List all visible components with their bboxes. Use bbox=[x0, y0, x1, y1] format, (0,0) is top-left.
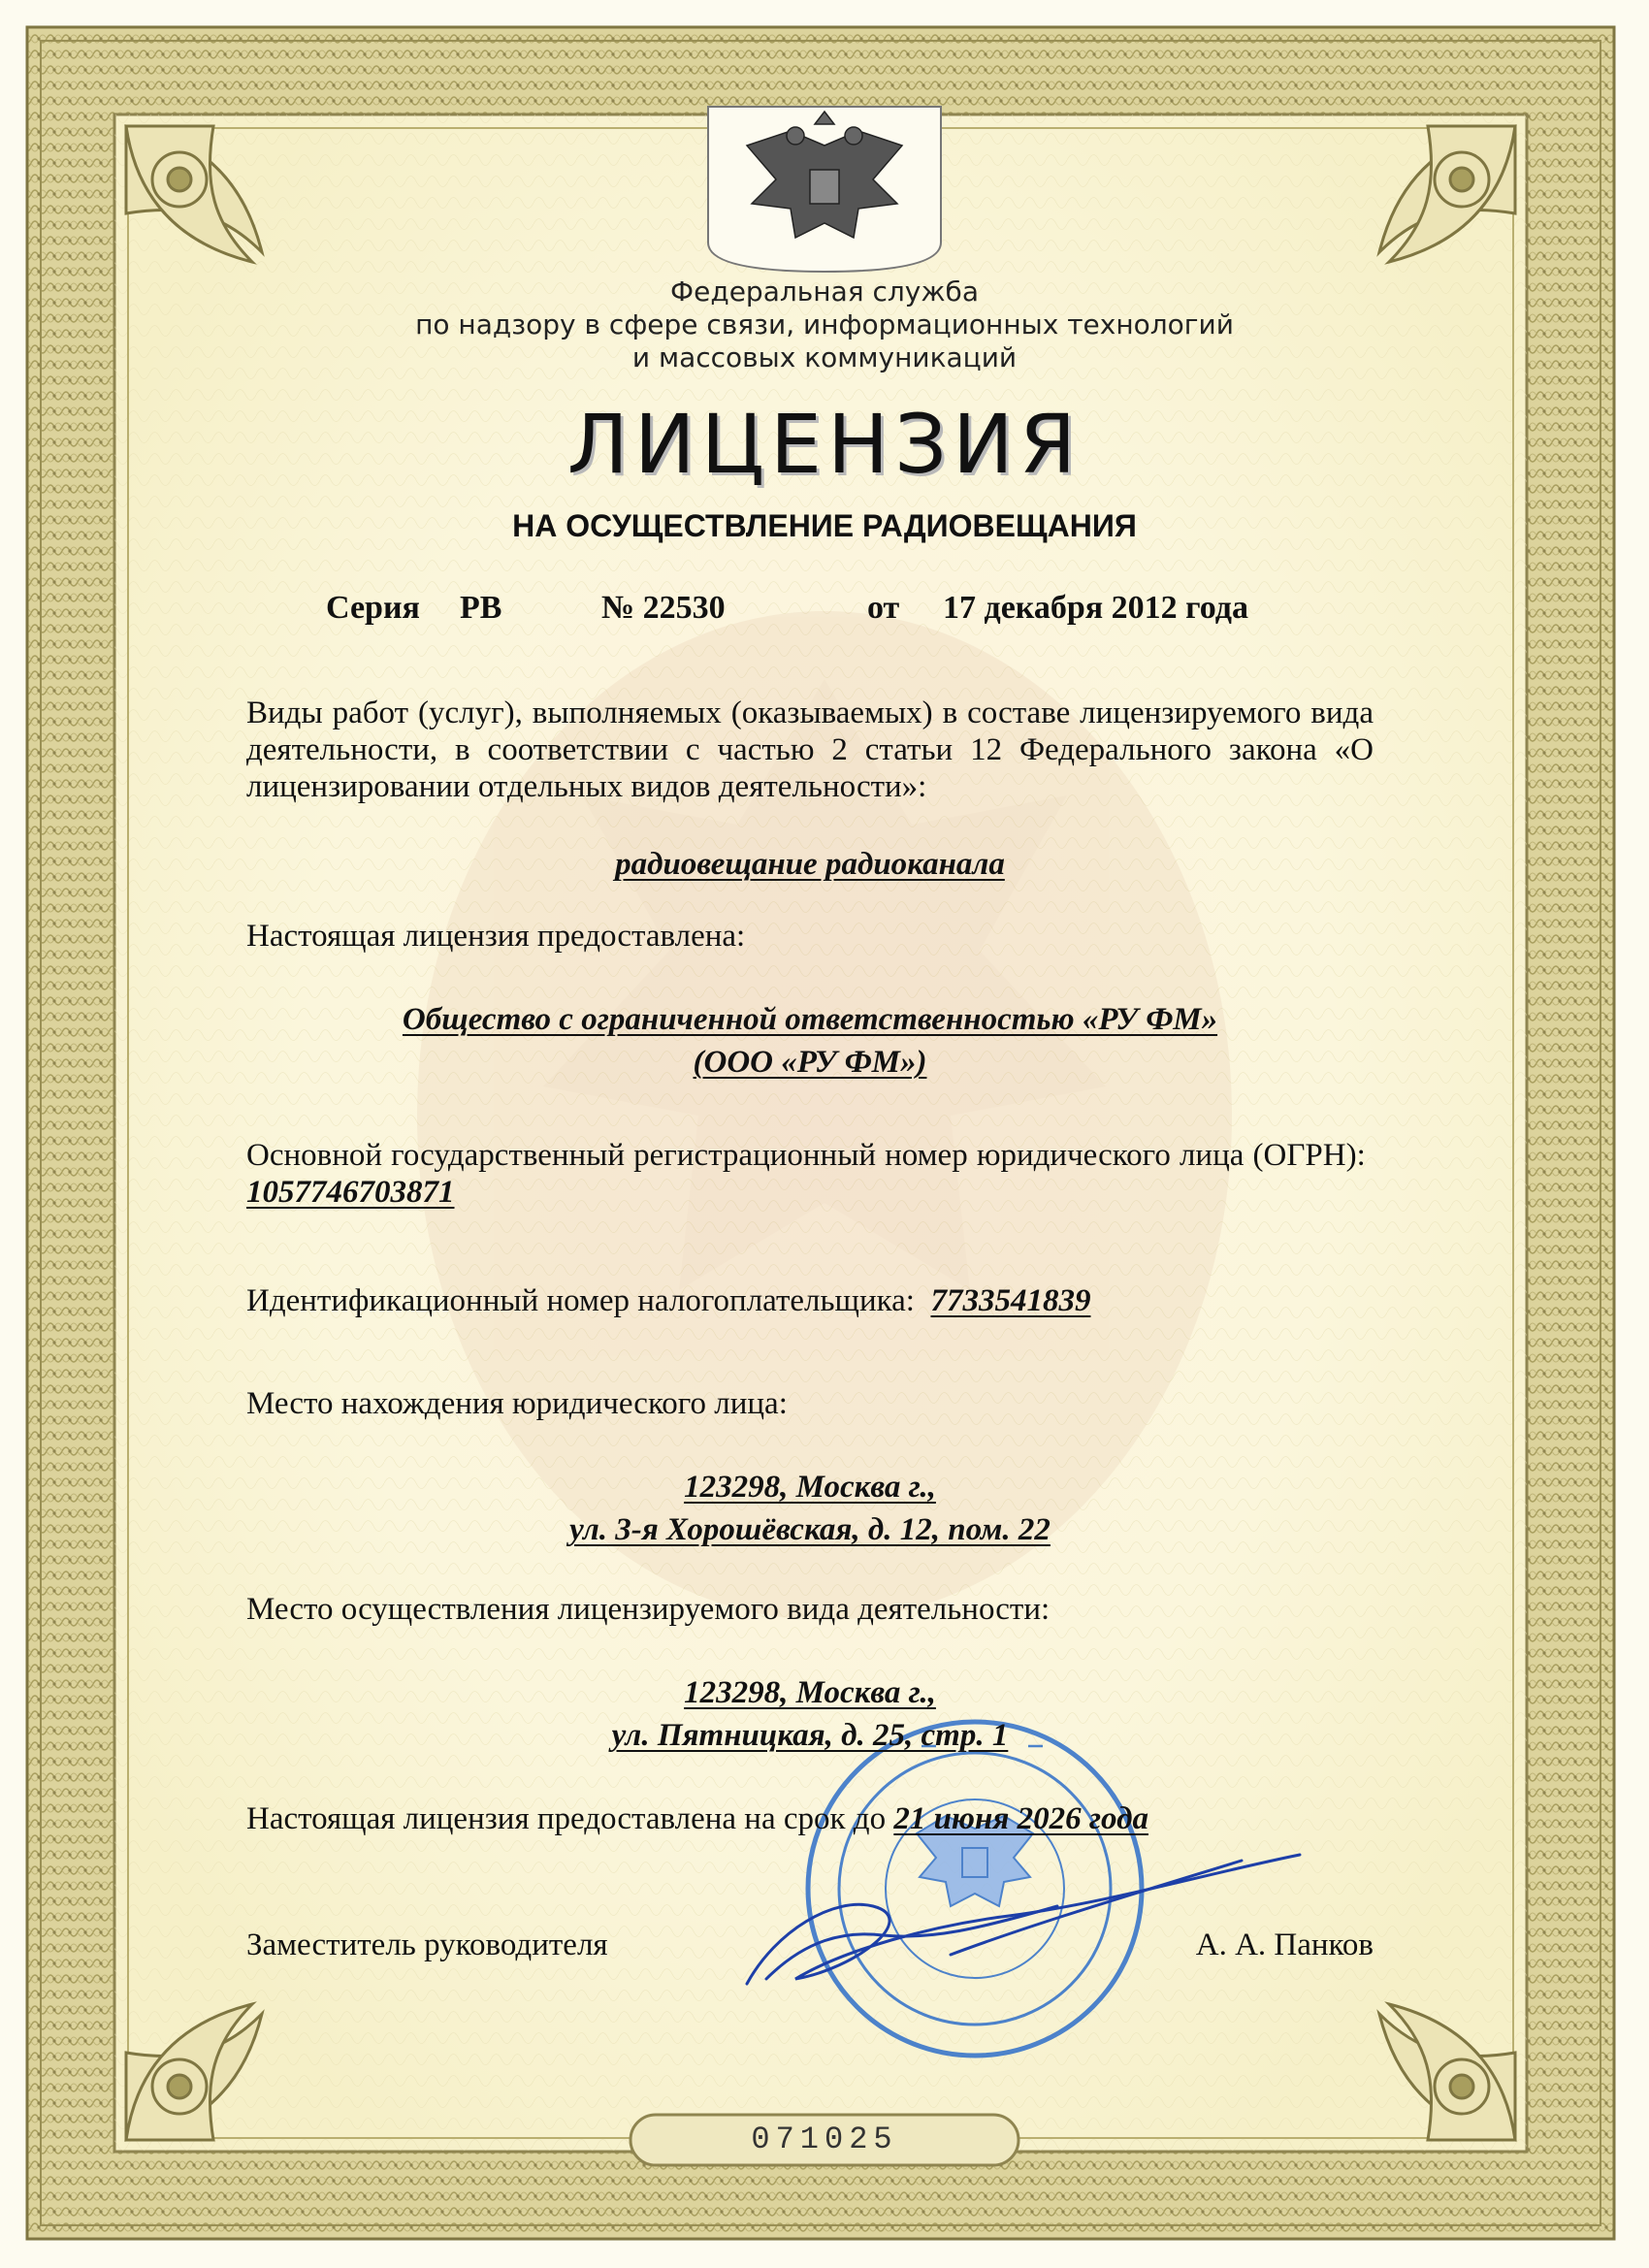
state-emblem-icon bbox=[708, 107, 941, 272]
agency-line: и массовых коммуникаций bbox=[631, 341, 1018, 373]
ogrn-label: Основной государственный регистрационный номер юридического лица (ОГРН): bbox=[246, 1138, 1366, 1173]
license-date: 17 декабря 2012 года bbox=[943, 590, 1248, 626]
document-subtitle: НА ОСУЩЕСТВЛЕНИЕ РАДИОВЕЩАНИЯ bbox=[512, 508, 1137, 543]
term-block bbox=[246, 1800, 1374, 1837]
signatory-position: Заместитель руководителя bbox=[246, 1928, 608, 1962]
license-series-line bbox=[326, 590, 1393, 632]
location-label: Место нахождения юридического лица: bbox=[246, 1386, 788, 1421]
agency-line: Федеральная служба bbox=[670, 275, 979, 308]
inn-value: 7733541839 bbox=[930, 1283, 1091, 1318]
company-short-name: (ООО «РУ ФМ») bbox=[693, 1045, 927, 1080]
location-line: ул. 3-я Хорошёвская, д. 12, пом. 22 bbox=[569, 1512, 1051, 1547]
document-title: ЛИЦЕНЗИЯ bbox=[566, 397, 1083, 492]
term-label: Настоящая лицензия предоставлена на срок до bbox=[246, 1801, 887, 1836]
agency-line: по надзору в сфере связи, информационных технологий bbox=[415, 308, 1234, 340]
inn-label: Идентификационный номер налогоплательщика: bbox=[246, 1283, 915, 1318]
signatory-name: А. А. Панков bbox=[1195, 1928, 1374, 1962]
form-number: 071025 bbox=[751, 2122, 898, 2157]
activity-line: 123298, Москва г., bbox=[684, 1675, 936, 1710]
works-value: радиовещание радиоканала bbox=[615, 847, 1005, 882]
ogrn-block bbox=[246, 1137, 1374, 1211]
works-intro: Виды работ (услуг), выполняемых (оказываемых) в составе лицензируемого вида деятельности, в соответствии с частью 2 статьи 12 Федерального закона «О лицензировании отдельных видов деятельности»: bbox=[246, 696, 1374, 804]
activity-label: Место осуществления лицензируемого вида деятельности: bbox=[246, 1592, 1051, 1627]
series-value: РВ bbox=[460, 590, 502, 626]
inn-block bbox=[246, 1282, 1374, 1319]
series-label: Серия bbox=[326, 590, 420, 626]
term-value: 21 июня 2026 года bbox=[893, 1801, 1148, 1836]
activity-line: ул. Пятницкая, д. 25, стр. 1 bbox=[611, 1718, 1009, 1753]
agency-header bbox=[291, 275, 1358, 374]
date-label: от bbox=[867, 590, 900, 626]
ogrn-value: 1057746703871 bbox=[246, 1175, 455, 1210]
granted-label: Настоящая лицензия предоставлена: bbox=[246, 919, 746, 954]
license-number: № 22530 bbox=[601, 590, 726, 626]
location-line: 123298, Москва г., bbox=[684, 1470, 936, 1505]
company-full-name: Общество с ограниченной ответственностью «РУ ФМ» bbox=[402, 1002, 1218, 1037]
